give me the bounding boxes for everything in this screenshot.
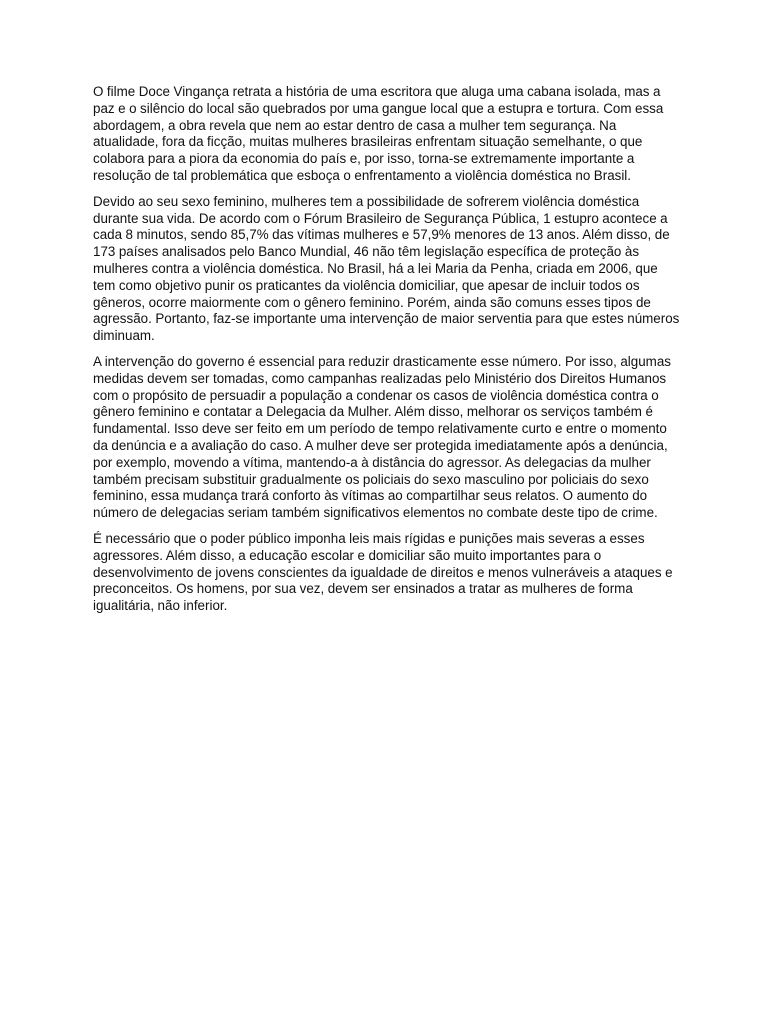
document-page bbox=[93, 84, 683, 624]
paragraph-introduction: O filme Doce Vingança retrata a história de uma escritora que aluga uma cabana isolada, mas a paz e o silêncio do local são quebrados por uma gangue local que a estupra e tortura. Com essa abordagem, a obra revela que nem ao estar dentro de casa a mulher tem segurança. Na atualidade, fora da ficção, muitas mulheres brasileiras enfrentam situação semelhante, o que colabora para a piora da economia do país e, por isso, torna-se extremamente importante a resolução de tal problemática que esboça o enfrentamento a violência doméstica no Brasil. bbox=[93, 84, 664, 183]
paragraph-development-statistics: Devido ao seu sexo feminino, mulheres tem a possibilidade de sofrerem violência doméstica durante sua vida. De acordo com o Fórum Brasileiro de Segurança Pública, 1 estupro acontece a cada 8 minutos, sendo 85,7% das vítimas mulheres e 57,9% menores de 13 anos. Além disso, de 173 países analisados pelo Banco Mundial, 46 não têm legislação específica de proteção às mulheres contra a violência doméstica. No Brasil, há a lei Maria da Penha, criada em 2006, que tem como objetivo punir os praticantes da violência domiciliar, que apesar de incluir todos os gêneros, ocorre maiormente com o gênero feminino. Porém, ainda são comuns esses tipos de agressão. Portanto, faz-se importante uma intervenção de maior serventia para que estes números diminuam. bbox=[93, 193, 680, 344]
paragraph-government-intervention: A intervenção do governo é essencial para reduzir drasticamente esse número. Por isso, algumas medidas devem ser tomadas, como campanhas realizadas pelo Ministério dos Direitos Humanos com o propósito de persuadir a população a condenar os casos de violência doméstica contra o gênero feminino e contatar a Delegacia da Mulher. Além disso, melhorar os serviços também é fundamental. Isso deve ser feito em um período de tempo relativamente curto e entre o momento da denúncia e a avaliação do caso. A mulher deve ser protegida imediatamente após a denúncia, por exemplo, movendo a vítima, mantendo-a à distância do agressor. As delegacias da mulher também precisam substituir gradualmente os policiais do sexo masculino por policiais do sexo feminino, essa mudança trará conforto às vítimas ao compartilhar seus relatos. O aumento do número de delegacias seriam também significativos elementos no combate deste tipo de crime. bbox=[93, 353, 671, 521]
paragraph-conclusion: É necessário que o poder público imponha leis mais rígidas e punições mais severas a esses agressores. Além disso, a educação escolar e domiciliar são muito importantes para o desenvolvimento de jovens conscientes da igualdade de direitos e menos vulneráveis a ataques e preconceitos. Os homens, por sua vez, devem ser ensinados a tratar as mulheres de forma igualitária, não inferior. bbox=[93, 530, 673, 614]
